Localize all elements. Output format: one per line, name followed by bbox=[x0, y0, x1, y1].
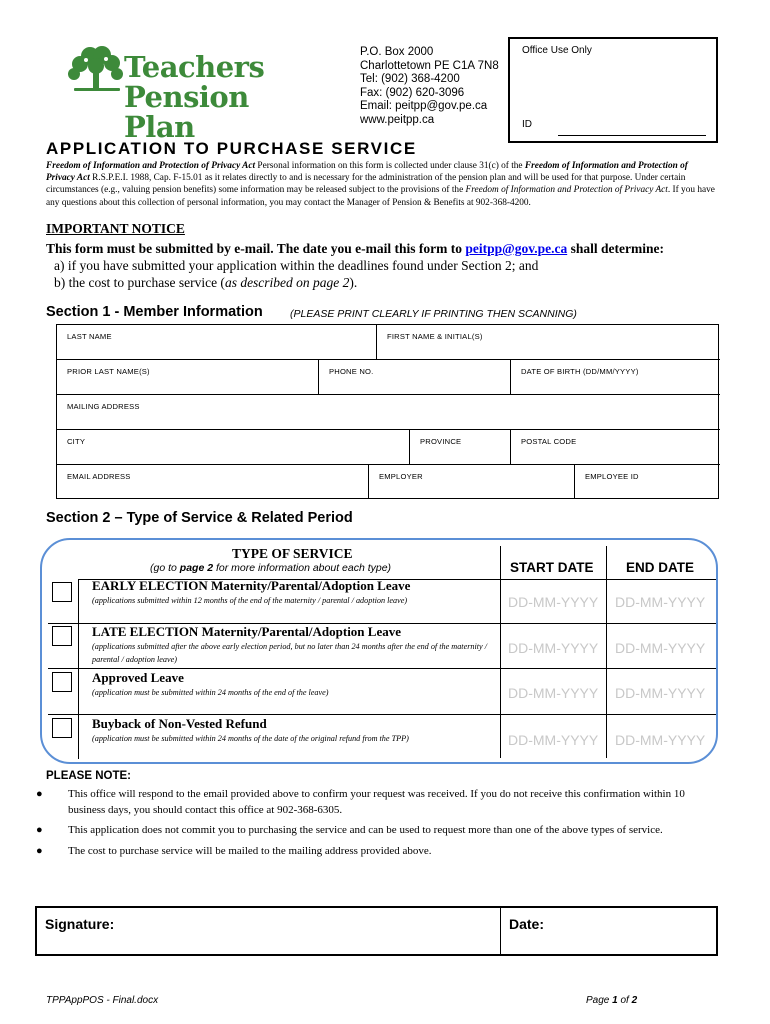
address-website: www.peitpp.ca bbox=[360, 113, 435, 126]
employer-field[interactable] bbox=[369, 465, 575, 499]
type-of-service-header bbox=[232, 546, 353, 562]
section-1-title: Section 1 - Member Information bbox=[46, 304, 263, 320]
prior-last-names-label: PRIOR LAST NAME(S) bbox=[67, 367, 150, 376]
divider-start-end bbox=[606, 546, 607, 758]
office-id-label: ID bbox=[522, 119, 532, 130]
early-election-end-date[interactable]: DD-MM-YYYY bbox=[615, 594, 706, 610]
buyback-note: (application must be submitted within 24 months of the date of the original refund from the TPP) bbox=[92, 734, 409, 743]
late-election-title: LATE ELECTION Maternity/Parental/Adoption Leave bbox=[92, 624, 401, 639]
privacy-lead: Freedom of Information and Protection of Privacy Act bbox=[46, 161, 256, 171]
early-election-start-date[interactable]: DD-MM-YYYY bbox=[508, 594, 599, 610]
buyback-checkbox[interactable] bbox=[52, 718, 72, 738]
privacy-text-1: Personal information on this form is collected under clause 31(c) of the bbox=[255, 161, 525, 171]
please-note-item bbox=[32, 823, 722, 839]
contact-address bbox=[360, 46, 499, 128]
privacy-text-2: R.S.P.E.I. 1988, Cap. F-15.01 as it relates directly to and is necessary for the administration of the pension plan and will be used for that purpose. Under certain circumstances (e.g., valuing pension benefits) some information may be released subject to the provisions of the bbox=[46, 173, 686, 196]
province-label: PROVINCE bbox=[420, 437, 462, 446]
early-election-checkbox[interactable] bbox=[52, 582, 72, 602]
approved-leave-checkbox[interactable] bbox=[52, 672, 72, 692]
please-note-item bbox=[32, 787, 722, 818]
province-field[interactable] bbox=[410, 430, 511, 465]
first-name-label: FIRST NAME & INITIAL(S) bbox=[387, 332, 483, 341]
notice-item-b-post: ). bbox=[349, 275, 358, 290]
buyback-title: Buyback of Non-Vested Refund bbox=[92, 716, 267, 731]
section-1-note: (PLEASE PRINT CLEARLY IF PRINTING THEN SCANNING) bbox=[290, 308, 577, 320]
footer-page-number bbox=[586, 995, 637, 1006]
approved-leave-start-date[interactable]: DD-MM-YYYY bbox=[508, 685, 599, 701]
employee-id-field[interactable] bbox=[575, 465, 720, 499]
page-title: APPLICATION TO PURCHASE SERVICE bbox=[46, 139, 417, 158]
date-label: Date: bbox=[509, 916, 545, 932]
notice-line-b: shall determine: bbox=[567, 241, 664, 256]
signature-box[interactable] bbox=[35, 906, 718, 956]
signature-divider bbox=[500, 908, 501, 954]
notice-item-b-em: as described on page 2 bbox=[224, 275, 350, 290]
late-election-end-date[interactable]: DD-MM-YYYY bbox=[615, 640, 706, 656]
email-address-field[interactable] bbox=[57, 465, 369, 499]
privacy-act-1: Freedom of Information and Protection of Privacy Act bbox=[46, 161, 688, 184]
late-election-note: (applications submitted after the above early election period, but no later than 24 months after the end of the maternity / parental / adoption leave) bbox=[92, 642, 487, 664]
member-information-grid bbox=[56, 324, 719, 499]
mailing-address-field[interactable] bbox=[57, 395, 720, 430]
please-note-item-2: This application does not commit you to purchasing the service and can be used to request more than one of the above types of service. bbox=[68, 824, 663, 836]
buyback-start-date[interactable]: DD-MM-YYYY bbox=[508, 732, 599, 748]
important-notice-body bbox=[46, 240, 746, 291]
approved-leave-title: Approved Leave bbox=[92, 670, 184, 685]
signature-label: Signature: bbox=[45, 916, 115, 932]
tree-icon bbox=[66, 46, 126, 96]
teachers-pension-plan-logo bbox=[66, 42, 306, 144]
late-election-checkbox[interactable] bbox=[52, 626, 72, 646]
notice-email-link[interactable]: peitpp@gov.pe.ca bbox=[465, 241, 568, 256]
buyback-end-date[interactable]: DD-MM-YYYY bbox=[615, 732, 706, 748]
type-sub-pre: (go to bbox=[150, 562, 180, 574]
approved-leave-end-date[interactable]: DD-MM-YYYY bbox=[615, 685, 706, 701]
divider-row-3 bbox=[48, 714, 716, 715]
logo-word-pension-plan: Pension Plan bbox=[124, 80, 249, 144]
employee-id-label: EMPLOYEE ID bbox=[585, 472, 639, 481]
start-date-header: START DATE bbox=[510, 560, 594, 575]
divider-checkbox-column bbox=[78, 579, 79, 759]
city-label: CITY bbox=[67, 437, 86, 446]
office-id-field[interactable] bbox=[558, 135, 706, 136]
section-2-title: Section 2 – Type of Service & Related Period bbox=[46, 510, 353, 526]
logo-word-teachers: Teachers bbox=[124, 50, 265, 84]
divider-row-2 bbox=[48, 668, 716, 669]
late-election-start-date[interactable]: DD-MM-YYYY bbox=[508, 640, 599, 656]
phone-label: PHONE NO. bbox=[329, 367, 374, 376]
privacy-statement bbox=[46, 160, 718, 209]
early-election-title: EARLY ELECTION Maternity/Parental/Adoption Leave bbox=[92, 578, 411, 593]
last-name-field[interactable] bbox=[57, 325, 377, 360]
postal-code-field[interactable] bbox=[511, 430, 720, 465]
notice-line-a: This form must be submitted by e-mail. The date you e-mail this form to bbox=[46, 241, 466, 256]
address-tel: Tel: (902) 368-4200 bbox=[360, 73, 460, 86]
early-election-note: (applications submitted within 12 months of the end of the maternity / parental / adoption leave) bbox=[92, 596, 408, 605]
last-name-label: LAST NAME bbox=[67, 332, 112, 341]
privacy-act-2: Freedom of Information and Protection of Privacy Act bbox=[465, 185, 668, 196]
notice-item-b-pre: b) the cost to purchase service ( bbox=[54, 275, 225, 290]
bullet-icon: ● bbox=[36, 788, 43, 800]
address-city: Charlottetown PE C1A 7N8 bbox=[360, 59, 499, 72]
employer-label: EMPLOYER bbox=[379, 472, 423, 481]
type-of-service-header-text: TYPE OF SERVICE bbox=[232, 546, 353, 561]
divider-type-start bbox=[500, 546, 501, 758]
page-mid: of bbox=[617, 995, 632, 1006]
city-field[interactable] bbox=[57, 430, 410, 465]
bullet-icon: ● bbox=[36, 844, 43, 857]
privacy-text-3: . If you have any questions about this collection of personal information, you may contact the Manager of Pension & Benefits at 902-368-4200. bbox=[46, 185, 715, 208]
type-sub-post: for more information about each type) bbox=[213, 562, 392, 574]
page-total: 2 bbox=[631, 995, 638, 1006]
important-notice-title: IMPORTANT NOTICE bbox=[46, 221, 185, 236]
please-note-list bbox=[32, 787, 722, 864]
mailing-address-label: MAILING ADDRESS bbox=[67, 402, 140, 411]
date-of-birth-label: DATE OF BIRTH (DD/MM/YYYY) bbox=[521, 367, 639, 376]
page-current: 1 bbox=[612, 995, 618, 1006]
type-of-service-subheader bbox=[150, 562, 391, 574]
office-use-label: Office Use Only bbox=[522, 45, 592, 56]
please-note-item-3: The cost to purchase service will be mailed to the mailing address provided above. bbox=[68, 844, 432, 857]
postal-code-label: POSTAL CODE bbox=[521, 437, 577, 446]
email-address-label: EMAIL ADDRESS bbox=[67, 472, 131, 481]
address-po-box: P.O. Box 2000 bbox=[360, 46, 434, 58]
page-pre: Page bbox=[586, 995, 613, 1006]
phone-field[interactable] bbox=[319, 360, 511, 395]
please-note-item-1: This office will respond to the email provided above to confirm your request was received. If you do not receive this confirmation within 10 business days, you should contact this office at 902-368-6305. bbox=[68, 788, 685, 816]
office-use-box bbox=[508, 37, 718, 143]
first-name-field[interactable] bbox=[377, 325, 720, 360]
footer-filename: TPPAppPOS - Final.docx bbox=[46, 995, 159, 1006]
prior-last-names-field[interactable] bbox=[57, 360, 319, 395]
please-note-title: PLEASE NOTE: bbox=[46, 770, 131, 782]
address-email: Email: peitpp@gov.pe.ca bbox=[360, 100, 488, 113]
bullet-icon: ● bbox=[36, 824, 43, 836]
notice-item-b bbox=[46, 274, 746, 291]
approved-leave-note: (application must be submitted within 24 months of the end of the leave) bbox=[92, 688, 329, 697]
address-fax: Fax: (902) 620-3096 bbox=[360, 86, 465, 99]
end-date-header: END DATE bbox=[626, 560, 695, 575]
notice-item-a: a) if you have submitted your application within the deadlines found under Section 2; and bbox=[54, 258, 539, 273]
type-sub-bold: page 2 bbox=[179, 562, 214, 574]
date-of-birth-field[interactable] bbox=[511, 360, 720, 395]
please-note-item bbox=[32, 844, 722, 860]
service-type-table bbox=[40, 538, 718, 764]
